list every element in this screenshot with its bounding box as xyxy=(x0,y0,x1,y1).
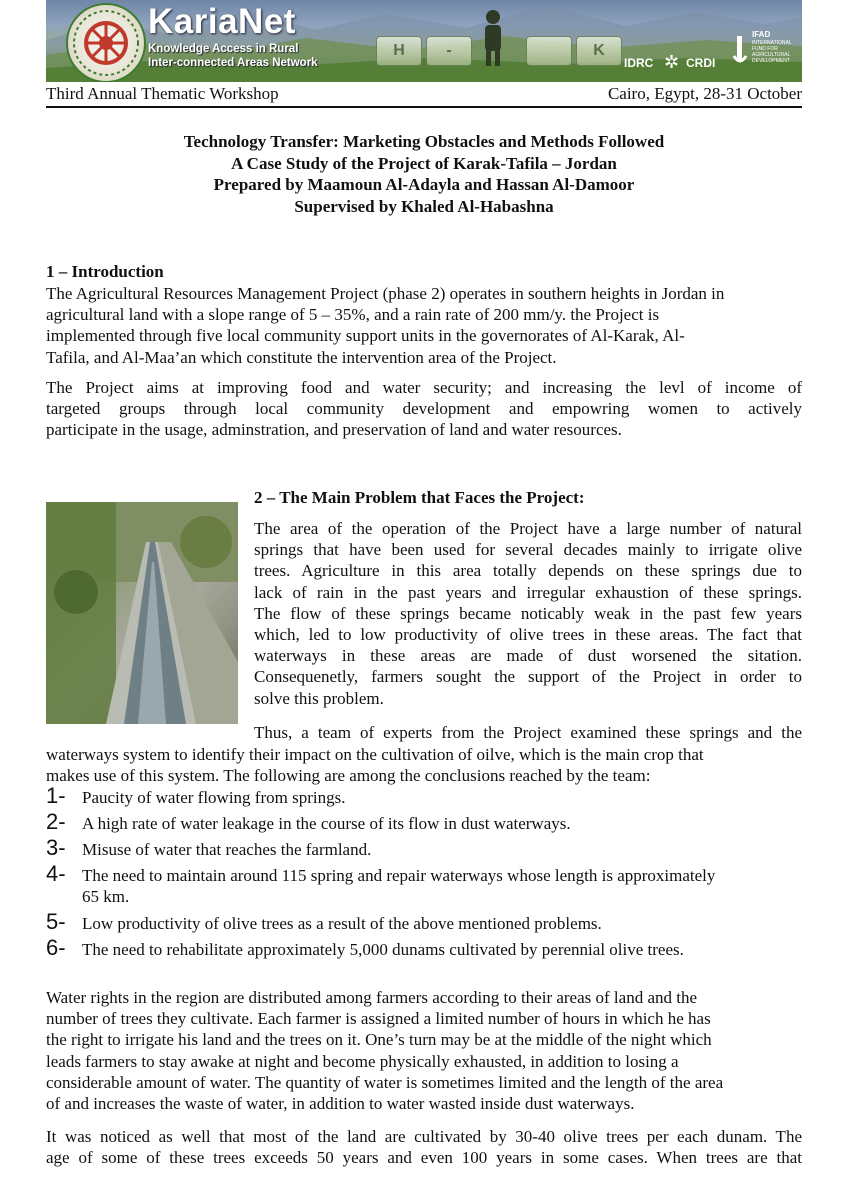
keyboard-key xyxy=(526,36,572,66)
list-number: 3- xyxy=(46,835,66,860)
text-line: number of trees they cultivate. Each farmer is assigned a limited number of hours in which he has xyxy=(46,1009,711,1029)
list-number: 5- xyxy=(46,909,66,934)
crdi-logo-text: CRDI xyxy=(686,56,716,70)
waterway-photo xyxy=(46,502,238,724)
text-line: The Agricultural Resources Management Project (phase 2) operates in southern heights in Jordan in xyxy=(46,284,725,303)
text-line: The Project aims at improving food and water security; and increasing the levl of income of xyxy=(46,378,802,397)
ifad-logo-subtitle: INTERNATIONAL FUND FOR AGRICULTURAL DEVELOPMENT xyxy=(752,40,792,64)
brand-tagline-line-1: Knowledge Access in Rural xyxy=(148,43,299,55)
text-line: waterways system to identify their impact on the cultivation of oilve, which is the main crop that xyxy=(46,745,704,764)
text-line: lack of rain in the past years and irregular exhaustion of these springs. xyxy=(254,582,802,602)
ifad-logo-text: IFAD xyxy=(752,30,771,39)
list-text: Low productivity of olive trees as a result of the above mentioned problems. xyxy=(82,914,602,933)
karianet-logo xyxy=(66,3,146,82)
list-text: Misuse of water that reaches the farmland. xyxy=(82,840,372,859)
text-line: which, led to low productivity of olive trees in these areas. The fact that xyxy=(254,625,802,645)
list-number: 6- xyxy=(46,935,66,960)
section-heading-main-problem: 2 – The Main Problem that Faces the Project: xyxy=(254,488,585,507)
list-text: The need to rehabilitate approximately 5,000 dunams cultivated by perennial olive trees. xyxy=(82,940,684,959)
list-text: Paucity of water flowing from springs. xyxy=(82,788,346,807)
workshop-location-date: Cairo, Egypt, 28-31 October xyxy=(607,84,802,103)
keyboard-key: H xyxy=(376,36,422,66)
list-number: 4- xyxy=(46,861,66,886)
text-line: Water rights in the region are distributed among farmers according to their areas of land and the xyxy=(46,988,698,1007)
text-line: solve this problem. xyxy=(254,688,384,708)
text-line: participate in the usage, adminstration, and preservation of land and water resources. xyxy=(46,420,622,440)
paragraph xyxy=(46,987,806,1114)
farmer-silhouette-icon xyxy=(476,8,510,68)
text-line: springs that have been used for several decades mainly to irrigate olive xyxy=(254,540,802,560)
text-line: agricultural land with a slope range of 5 – 35%, and a rain rate of 200 mm/y. the Project is xyxy=(46,305,660,325)
text-line: Consequenetly, farmers sought the support of the Project in order to xyxy=(254,667,802,687)
keyboard-key: K xyxy=(576,36,622,66)
text-line: targeted groups through local community development and empowring women to actively xyxy=(46,399,802,419)
text-line: trees. Agriculture in this area totally depends on these springs due to xyxy=(254,561,802,581)
text-line: leads farmers to stay awake at night and become physically exhausted, in addition to losing a xyxy=(46,1051,679,1071)
list-number: 2- xyxy=(46,809,66,834)
irrigation-channel-image xyxy=(46,502,238,724)
paragraph xyxy=(254,722,802,743)
brand-tagline-line-2: Inter-connected Areas Network xyxy=(148,57,318,69)
authors-line: Prepared by Maamoun Al-Adayla and Hassan Al-Damoor xyxy=(213,175,635,194)
text-line: The area of the operation of the Project have a large number of natural xyxy=(254,519,802,538)
document-title xyxy=(46,131,802,217)
text-line: of and increases the waste of water, in addition to water wasted inside dust waterways. xyxy=(46,1094,635,1114)
supervisor-line: Supervised by Khaled Al-Habashna xyxy=(294,196,554,216)
text-line: the right to irrigate his land and the trees on it. One’s turn may be at the middle of the night which xyxy=(46,1030,712,1050)
list-text xyxy=(82,865,802,907)
text-line: Tafila, and Al-Maa’an which constitute the intervention area of the Project. xyxy=(46,347,557,367)
text-line: considerable amount of water. The quantity of water is sometimes limited and the length of the area xyxy=(46,1072,724,1092)
paragraph xyxy=(46,744,806,786)
title-line: A Case Study of the Project of Karak-Tafila – Jordan xyxy=(231,153,617,173)
text-line: makes use of this system. The following are among the conclusions reached by the team: xyxy=(46,766,651,786)
text-line: waterways in these areas are made of dust worsened the sitation. xyxy=(254,646,802,666)
list-number: 1- xyxy=(46,783,66,808)
text-line: It was noticed as well that most of the land are cultivated by 30-40 olive trees per each dunam. The xyxy=(46,1127,802,1146)
text-line: The flow of these springs became noticably weak in the past few years xyxy=(254,603,802,623)
keyboard-key: - xyxy=(426,36,472,66)
text-line: age of some of these trees exceeds 50 years and even 100 years in some cases. When trees are that xyxy=(46,1148,802,1168)
ifad-emblem-icon xyxy=(732,34,748,64)
section-heading-introduction: 1 – Introduction xyxy=(46,262,164,281)
paragraph xyxy=(46,377,802,441)
brand-name: KariaNet xyxy=(148,2,296,41)
wheel-logo-icon xyxy=(68,5,144,81)
paragraph xyxy=(46,1126,802,1168)
text-line: Thus, a team of experts from the Project examined these springs and the xyxy=(254,723,802,742)
title-line: Technology Transfer: Marketing Obstacles and Methods Followed xyxy=(183,132,665,151)
idrc-star-icon: ✲ xyxy=(664,52,680,72)
list-text-line: The need to maintain around 115 spring and repair waterways whose length is approximately xyxy=(82,866,716,885)
page-header xyxy=(46,84,802,108)
list-text: A high rate of water leakage in the course of its flow in dust waterways. xyxy=(82,814,571,833)
text-line: implemented through five local community support units in the governorates of Al-Karak, Al- xyxy=(46,326,685,346)
paragraph xyxy=(254,518,802,709)
workshop-name: Third Annual Thematic Workshop xyxy=(46,84,279,103)
paragraph xyxy=(46,283,806,368)
header-banner xyxy=(46,0,802,82)
list-text-line: 65 km. xyxy=(82,887,130,906)
idrc-logo-text: IDRC xyxy=(624,56,654,70)
